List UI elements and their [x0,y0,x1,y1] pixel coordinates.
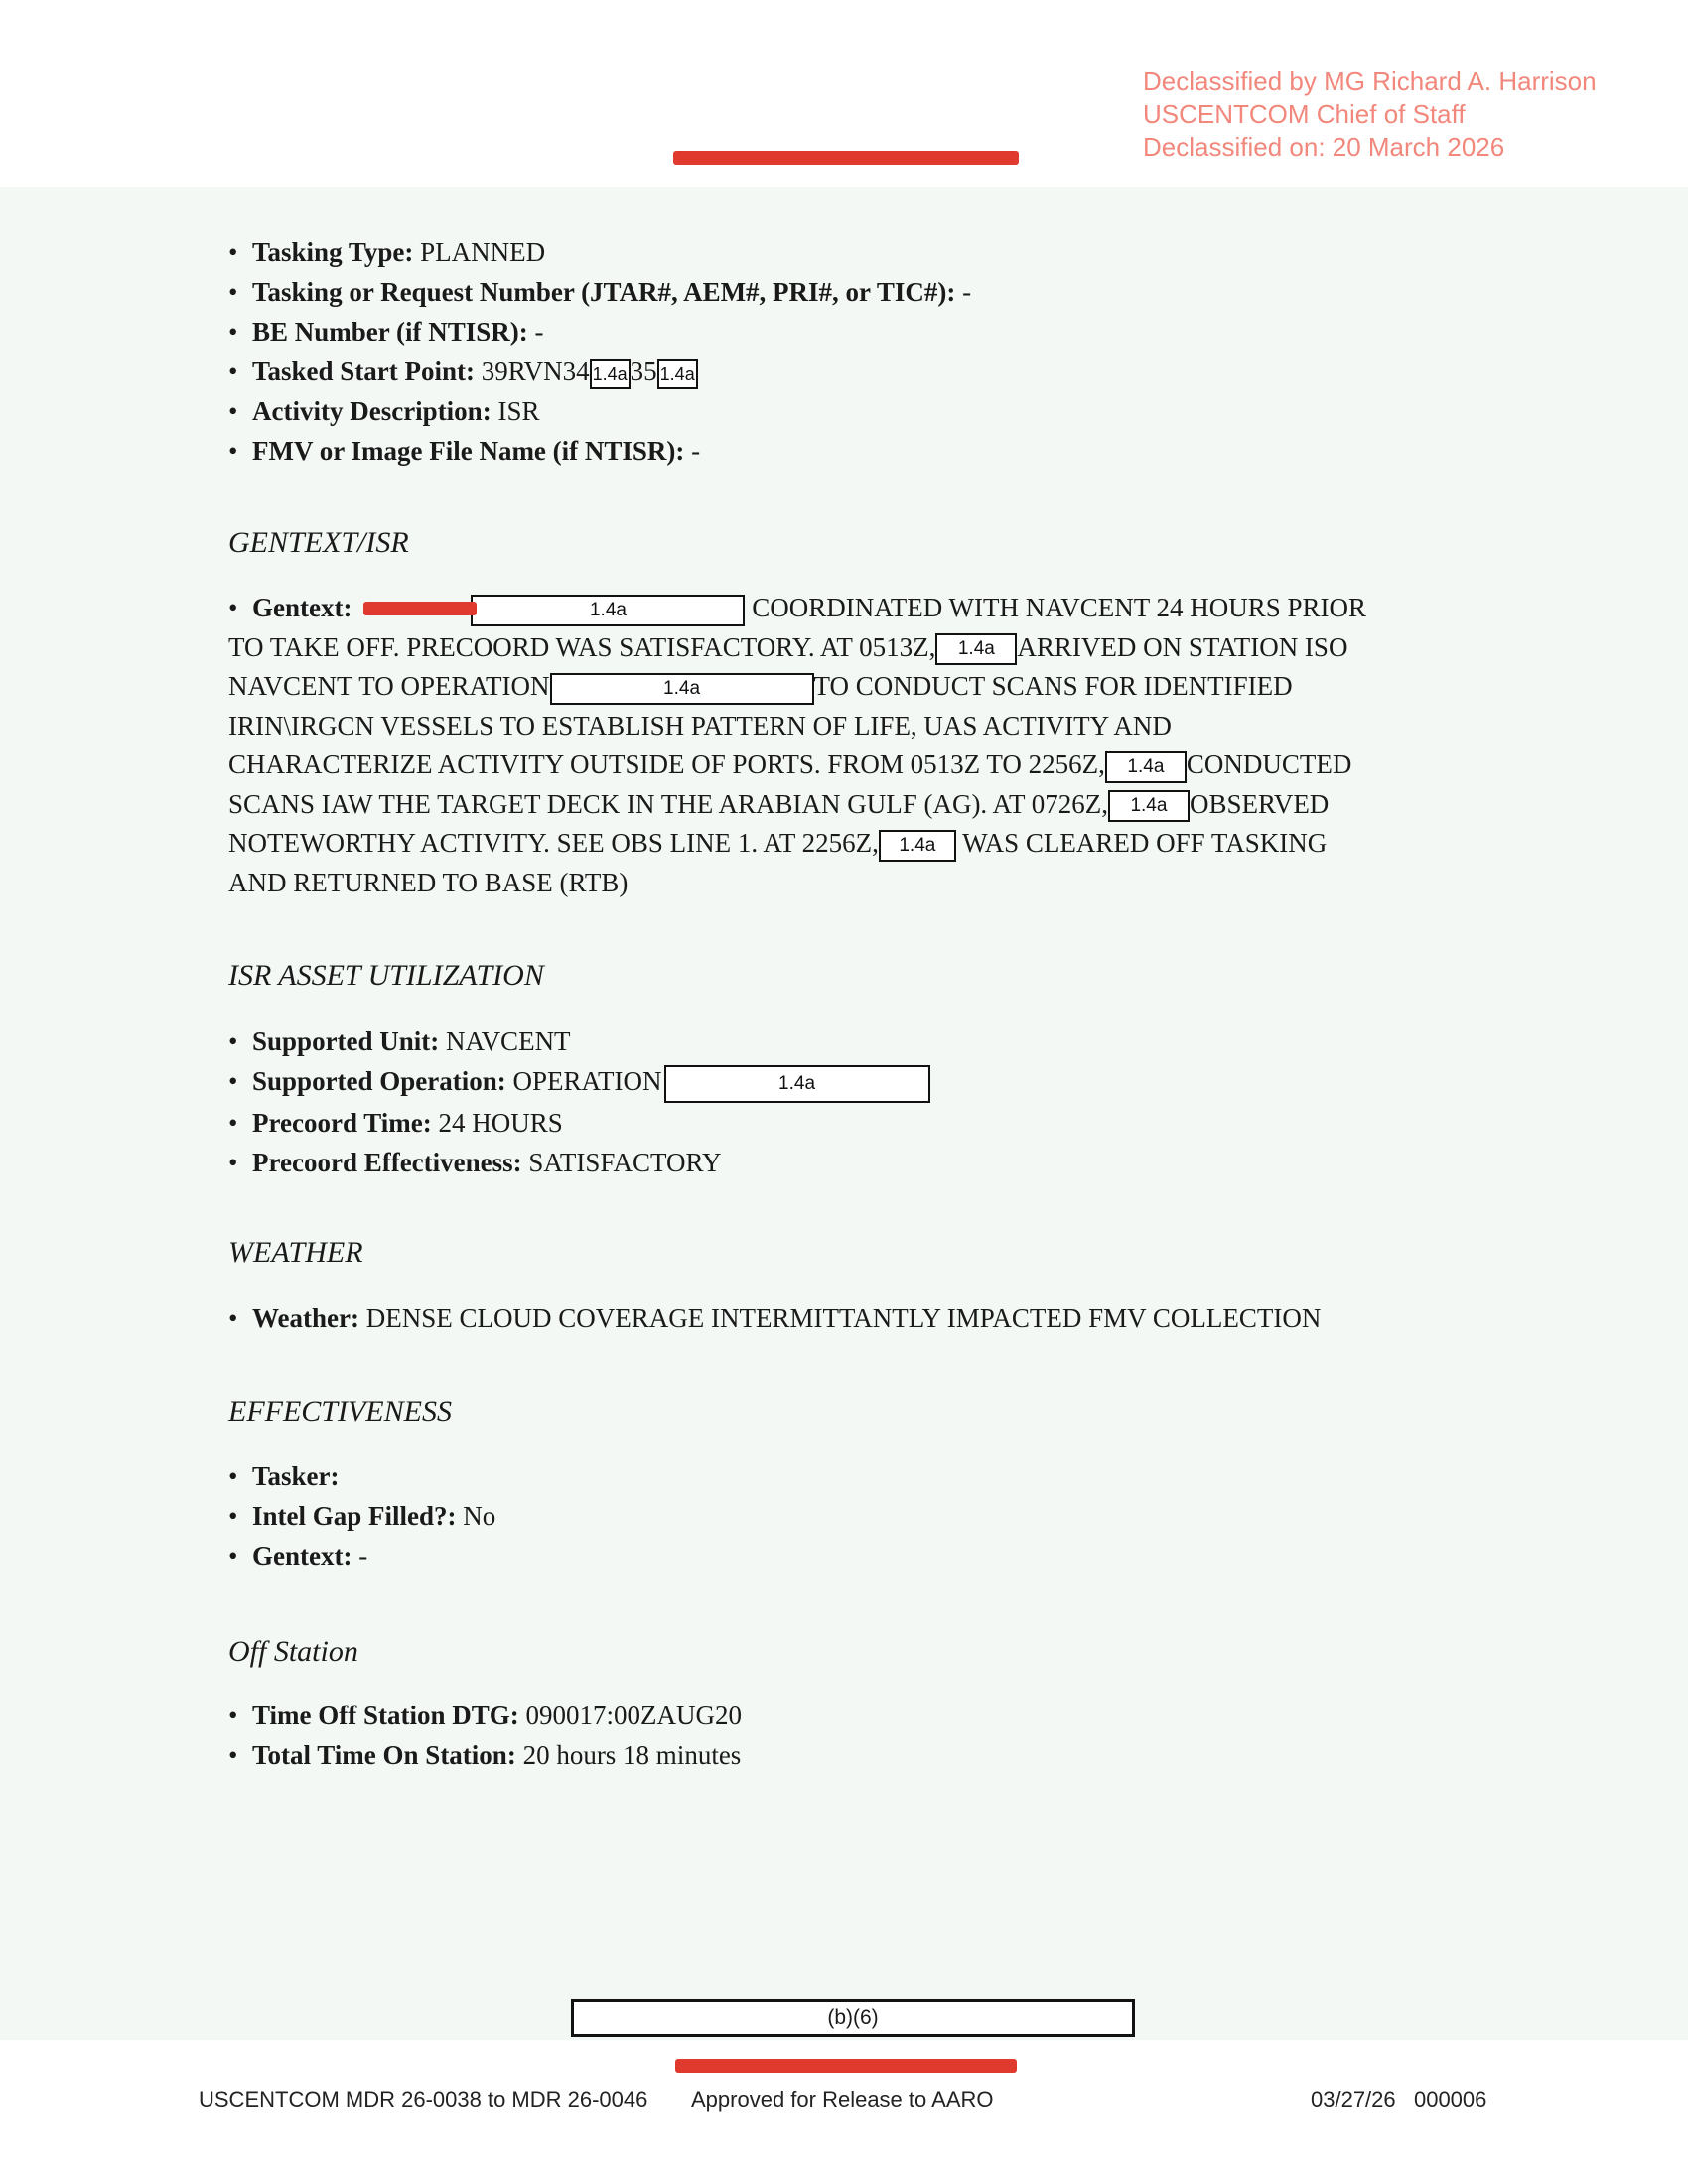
list-item: • Total Time On Station: 20 hours 18 minutes [228,1735,742,1775]
effectiveness-list [228,1456,495,1575]
list-item: • Supported Unit: NAVCENT [228,1022,930,1061]
list-item: • FMV or Image File Name (if NTISR): - [228,431,971,471]
declass-line-2: USCENTCOM Chief of Staff [1143,99,1466,129]
footer-date-page: 03/27/26 000006 [1311,2087,1487,2112]
list-item: • Gentext: - [228,1536,495,1575]
redaction-box: 1.4a [1108,790,1190,822]
list-item: • Activity Description: ISR [228,391,971,431]
gentext-paragraph: • Gentext: 1.4a COORDINATED WITH NAVCENT 24 HOURS PRIOR TO TAKE OFF. PRECOORD WAS SATISFACTORY. AT 0513Z, 1.4a ARRIVED ON STATION ISO NAVCENT TO OPERATION 1.4a TO CONDUCT SCANS FOR IDENTIFIED IRIN\IRGCN VESSELS TO ESTABLISH PATTERN OF LIFE, UAS ACTIVITY AND CHARACTERIZE ACTIVITY OUTSIDE OF PORTS. FROM 0513Z TO 2256Z, 1.4a CONDUCTED SCANS IAW THE TARGET DECK IN THE ARABIAN GULF (AG). AT 0726Z, 1.4a OBSERVED NOTEWORTHY ACTIVITY. SEE OBS LINE 1. AT 2256Z, 1.4a WAS CLEARED OFF TASKING AND RETURNED TO BASE (RTB) [228,593,1367,897]
redaction-box: 1.4a [1105,751,1187,783]
gentext-label: Gentext: [252,593,352,622]
list-item: • BE Number (if NTISR): - [228,312,971,351]
declassification-stamp [1143,66,1597,164]
classification-redaction-gentext [363,602,477,615]
section-heading-off-station: Off Station [228,1635,358,1668]
off-station-list [228,1696,742,1775]
classification-redaction-top [673,151,1019,165]
isr-asset-list [228,1022,930,1182]
list-item: • Tasked Start Point: 39RVN34 1.4a 35 1.4a [228,351,971,391]
list-item: • Precoord Effectiveness: SATISFACTORY [228,1143,930,1182]
redaction-box: 1.4a [657,359,698,389]
footer-mdr-number: USCENTCOM MDR 26-0038 to MDR 26-0046 [199,2087,648,2112]
list-item: • Weather: DENSE CLOUD COVERAGE INTERMITTANTLY IMPACTED FMV COLLECTION [228,1298,1321,1338]
redaction-box: 1.4a [550,673,814,705]
section-heading-gentext: GENTEXT/ISR [228,526,409,559]
redaction-box: 1.4a [879,830,956,862]
list-item: • Tasker: [228,1456,495,1496]
redaction-box: 1.4a [664,1065,930,1103]
section-heading-isr-asset: ISR ASSET UTILIZATION [228,959,544,992]
tasking-list [228,232,971,471]
redaction-box: 1.4a [935,633,1017,665]
weather-list [228,1298,1321,1338]
redaction-box: 1.4a [590,359,631,389]
section-heading-weather: WEATHER [228,1236,363,1269]
list-item: • Tasking or Request Number (JTAR#, AEM#, PRI#, or TIC#): - [228,272,971,312]
footer-release-note: Approved for Release to AARO [691,2087,994,2112]
redaction-box: 1.4a [471,595,745,626]
list-item: • Supported Operation: OPERATION 1.4a [228,1061,930,1103]
list-item: • Time Off Station DTG: 090017:00ZAUG20 [228,1696,742,1735]
declass-line-1: Declassified by MG Richard A. Harrison [1143,67,1597,96]
footer-redaction-box: (b)(6) [571,1999,1135,2037]
list-item: • Precoord Time: 24 HOURS [228,1103,930,1143]
list-item: • Tasking Type: PLANNED [228,232,971,272]
section-heading-effectiveness: EFFECTIVENESS [228,1395,452,1428]
classification-redaction-bottom [675,2059,1017,2073]
list-item: • Intel Gap Filled?: No [228,1496,495,1536]
declass-line-3: Declassified on: 20 March 2026 [1143,132,1505,162]
